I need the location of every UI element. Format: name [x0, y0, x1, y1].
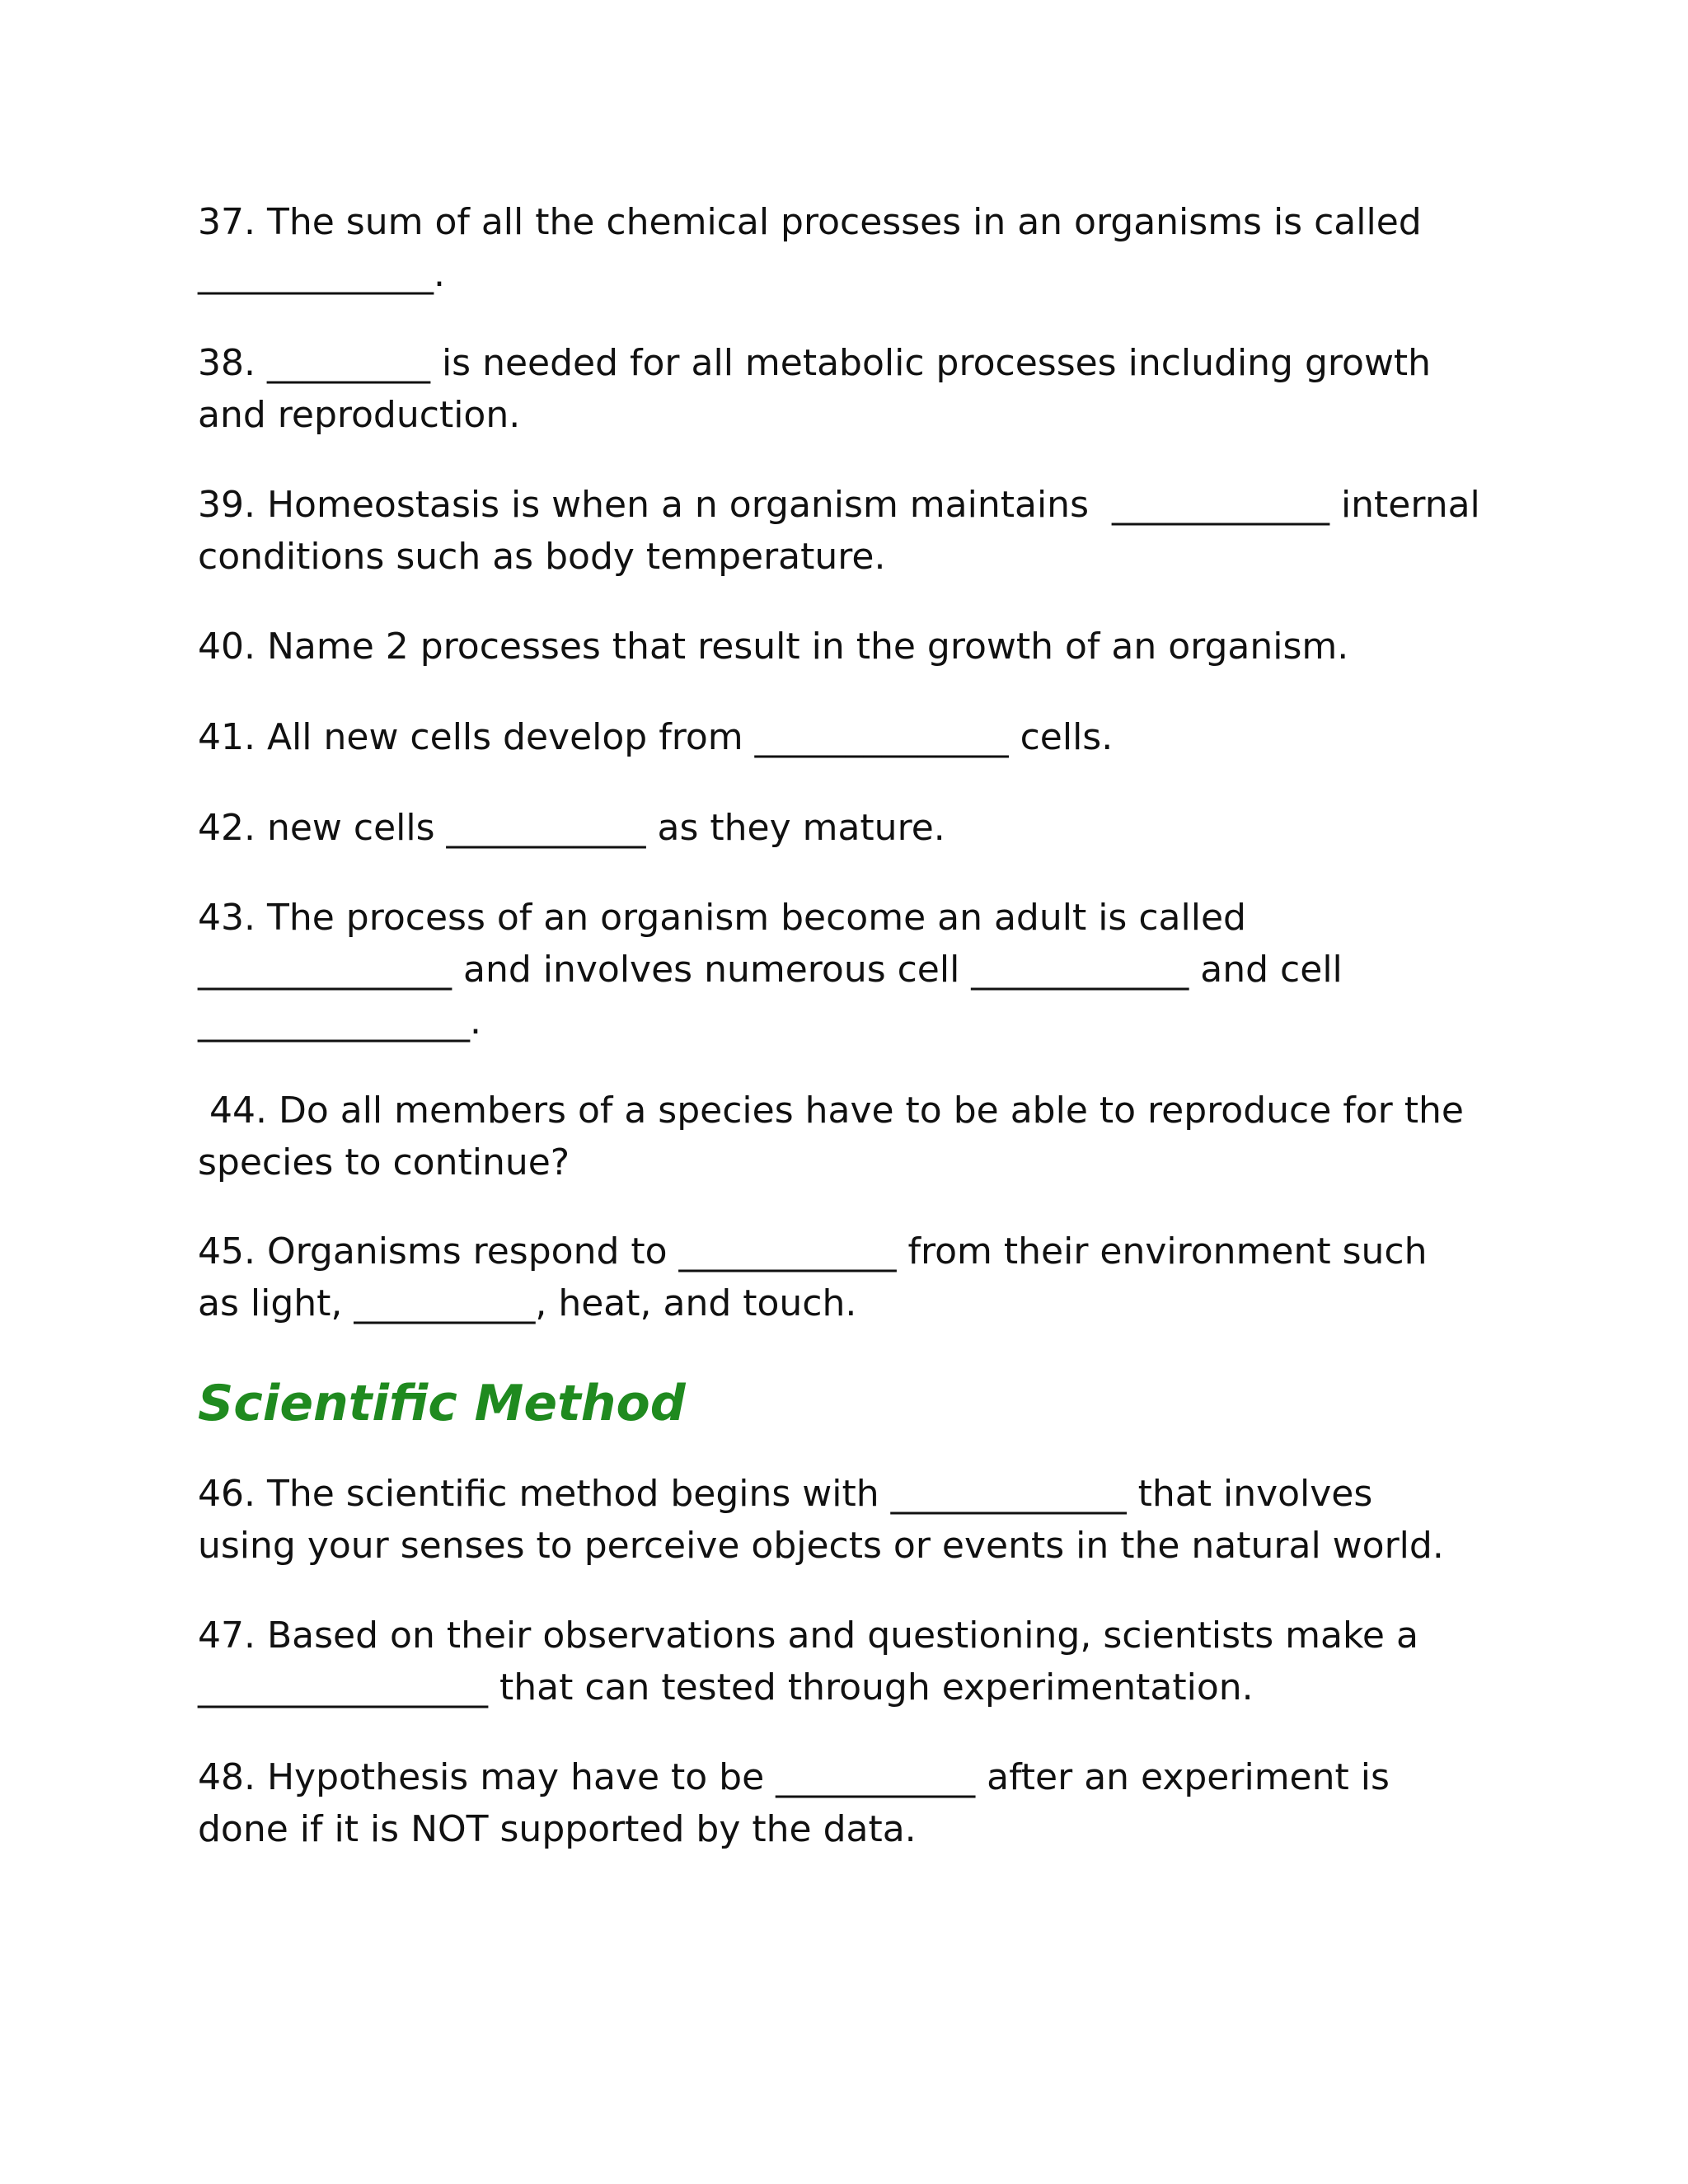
question-48: 48. Hypothesis may have to be ___________ after an experiment is done if it is NOT supported by the data. [198, 1756, 1390, 1850]
question-42: 42. new cells ___________ as they mature. [198, 807, 945, 849]
question-37: 37. The sum of all the chemical processes in an organisms is called _____________. [198, 201, 1422, 295]
question-43: 43. The process of an organism become an adult is called ______________ and involves numerous cell ____________ and cell _______________. [198, 897, 1343, 1043]
question-45: 45. Organisms respond to ____________ from their environment such as light, __________, heat, and touch. [198, 1230, 1428, 1324]
question-47: 47. Based on their observations and questioning, scientists make a ________________ that can tested through experimentation. [198, 1615, 1418, 1708]
question-39: 39. Homeostasis is when a n organism maintains ____________ internal conditions such as body temperature. [198, 484, 1480, 578]
question-41: 41. All new cells develop from ______________ cells. [198, 716, 1114, 758]
question-40: 40. Name 2 processes that result in the growth of an organism. [198, 626, 1349, 668]
section-heading-scientific-method: Scientific Method [198, 1375, 686, 1432]
question-46: 46. The scientific method begins with _____________ that involves using your senses to perceive objects or events in the natural world. [198, 1473, 1444, 1567]
question-38: 38. _________ is needed for all metabolic processes including growth and reproduction. [198, 342, 1432, 436]
question-44: 44. Do all members of a species have to be able to reproduce for the species to continue? [198, 1090, 1464, 1183]
worksheet-content [198, 196, 1484, 1855]
